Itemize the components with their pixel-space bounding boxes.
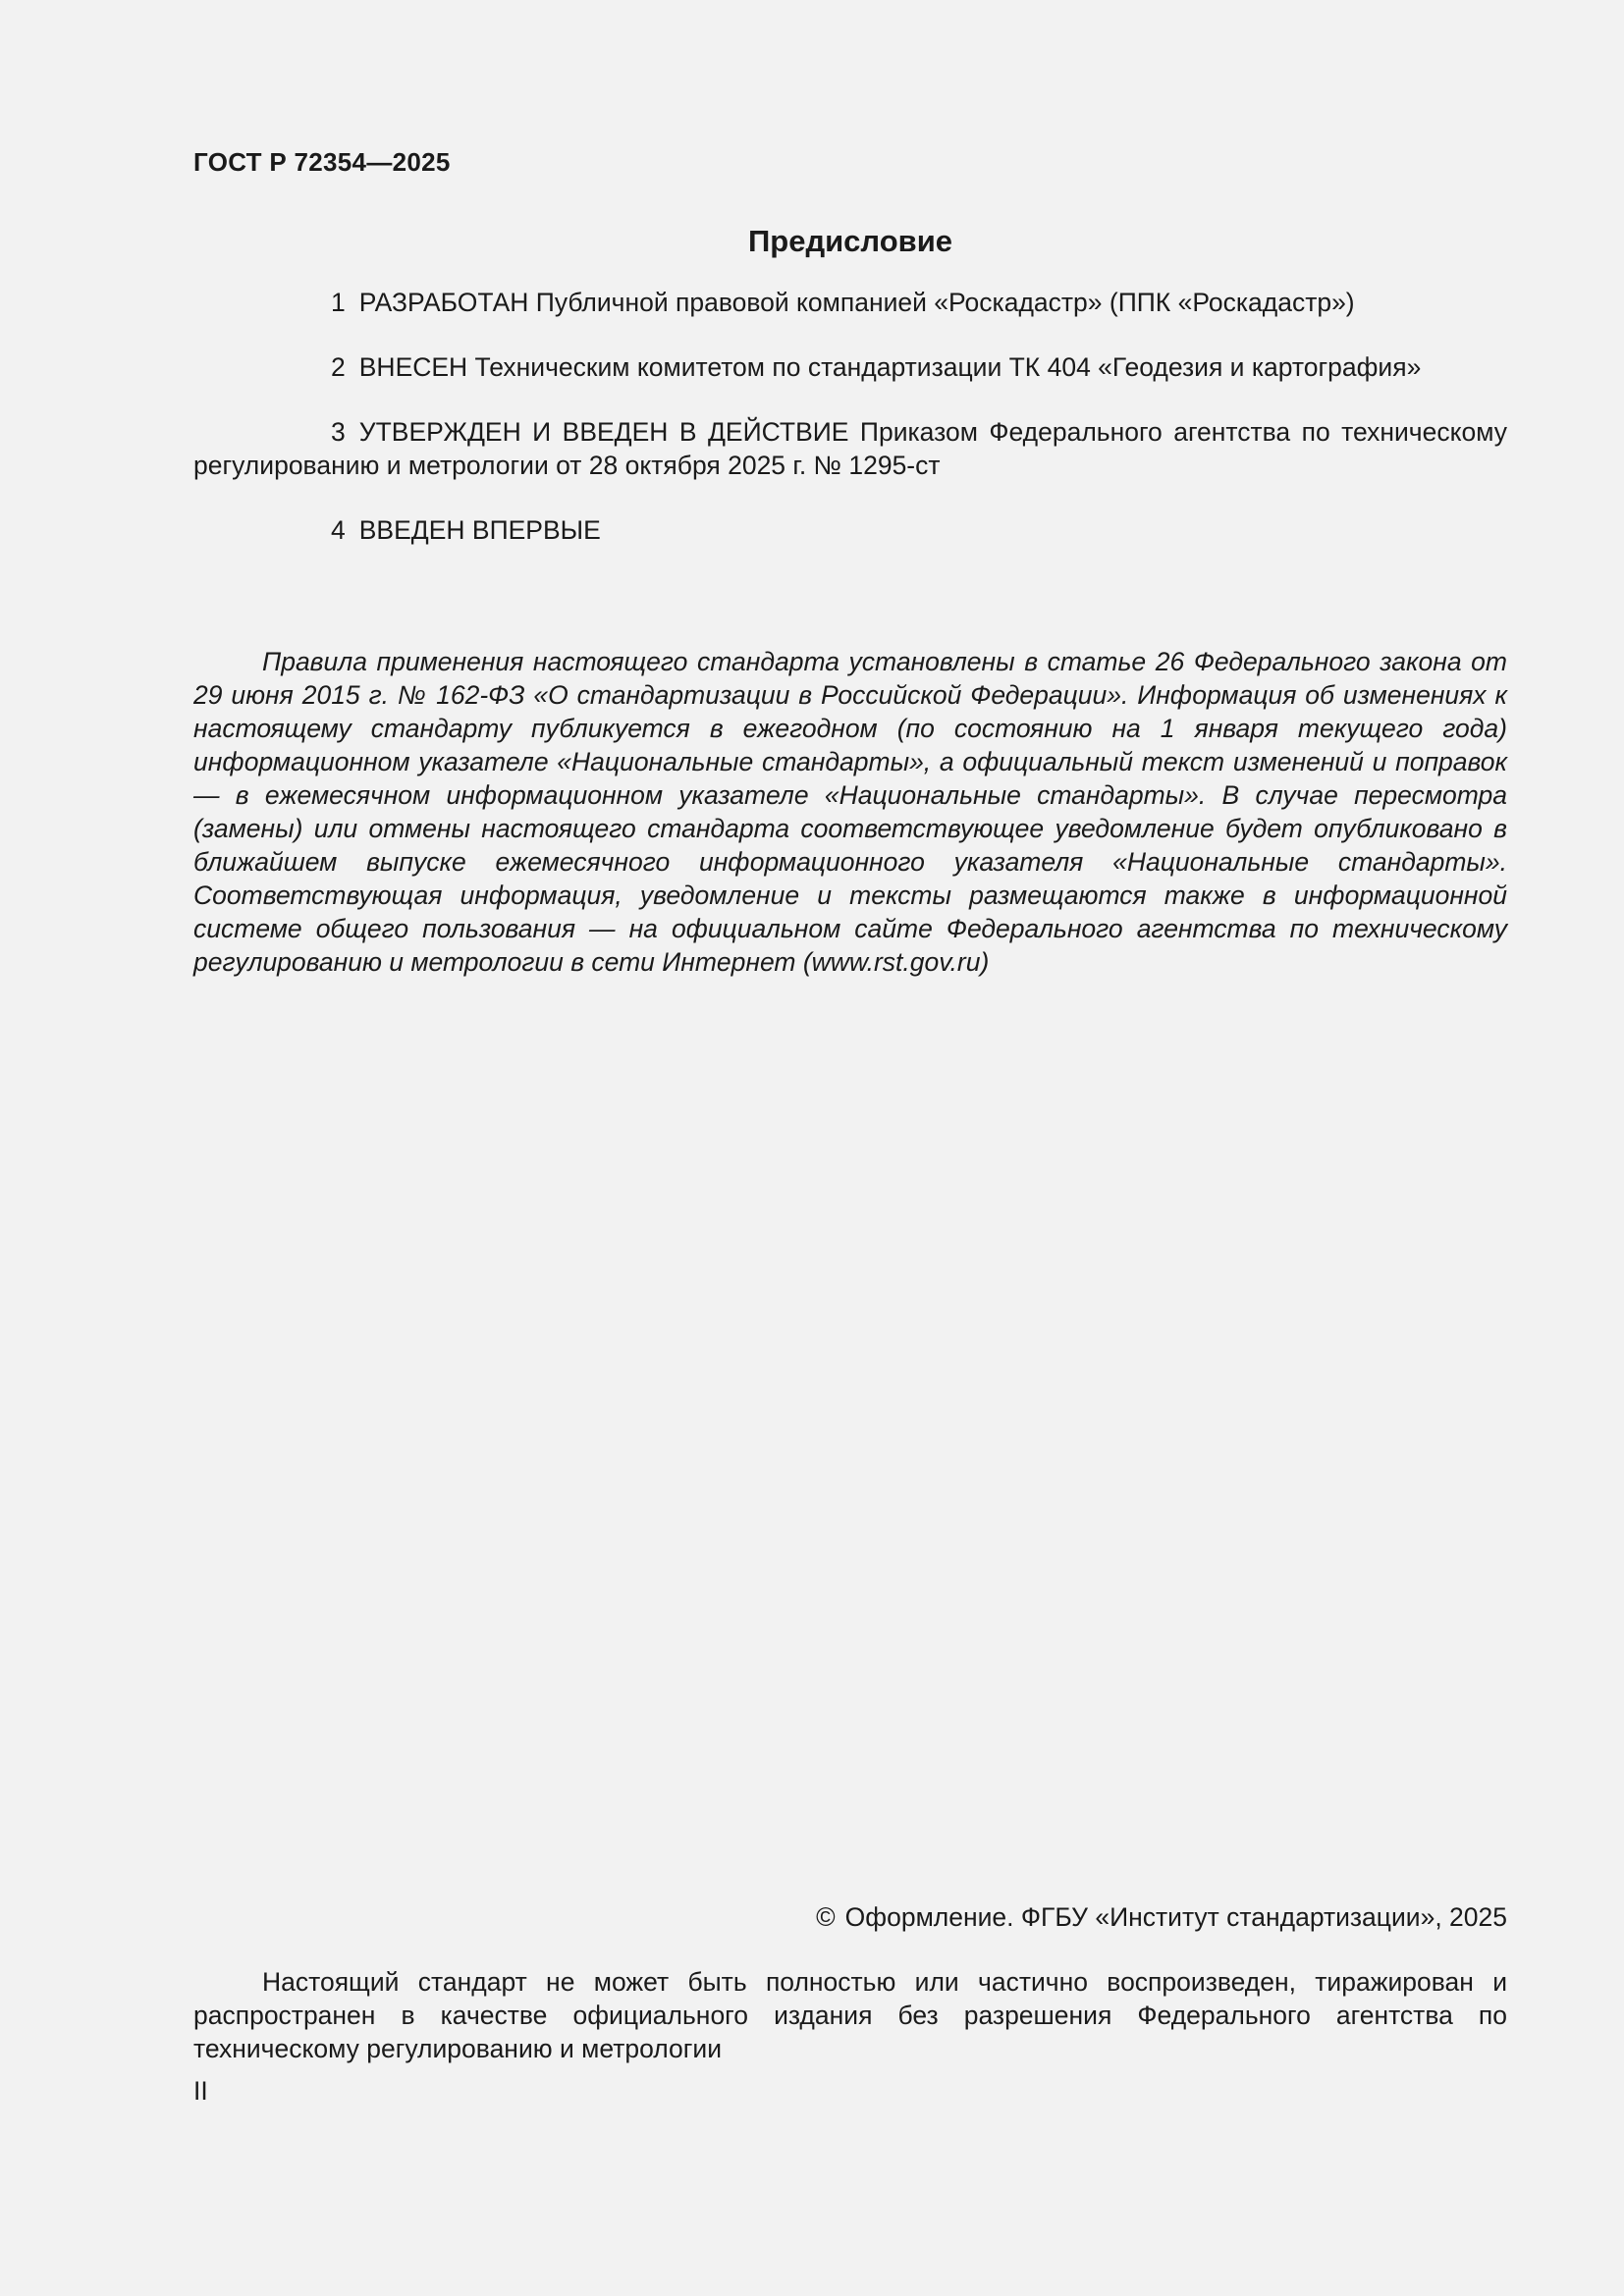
item-text: ВВЕДЕН ВПЕРВЫЕ xyxy=(358,515,601,545)
item-text: РАЗРАБОТАН Публичной правовой компанией «Роскадастр» (ППК «Роскадастр») xyxy=(358,288,1355,317)
item-number: 2 xyxy=(331,352,346,382)
foreword-item-3 xyxy=(193,415,1507,482)
page-number: II xyxy=(193,2076,208,2106)
copyright-text: Оформление. ФГБУ «Институт стандартизации», 2025 xyxy=(844,1902,1507,1932)
item-number: 4 xyxy=(331,515,346,545)
page-title: Предисловие xyxy=(747,224,952,258)
rules-note: Правила применения настоящего стандарта установлены в статье 26 Федерального закона от 29 июня 2015 г. № 162-ФЗ «О стандартизации в Российской Федерации». Информация об изменениях к настоящему стандарту публикуется в ежегодном (по состоянию на 1 января текущего года) информационном указателе «Национальные стандарты», а официальный текст изменений и поправок — в ежемесячном информационном указателе «Национальные стандарты». В случае пересмотра (замены) или отмены настоящего стандарта соответствующее уведомление будет опубликовано в ближайшем выпуске ежемесячного информационного указателя «Национальные стандарты». Соответствующая информация, уведомление и тексты размещаются также в информационной системе общего пользования — на официальном сайте Федерального агентства по техническому регулированию и метрологии в сети Интернет (www.rst.gov.ru) xyxy=(193,647,1507,977)
foreword-item-2 xyxy=(193,350,1507,384)
item-number: 1 xyxy=(331,288,346,317)
reproduction-note: Настоящий стандарт не может быть полностью или частично воспроизведен, тиражирован и распространен в качестве официального издания без разрешения Федерального агентства по техническому регулированию и метрологии xyxy=(193,1967,1507,2063)
item-text: ВНЕСЕН Техническим комитетом по стандартизации ТК 404 «Геодезия и картография» xyxy=(358,352,1422,382)
copyright-icon: © xyxy=(816,1902,836,1932)
document-code: ГОСТ Р 72354—2025 xyxy=(193,147,451,177)
item-number: 3 xyxy=(331,417,346,447)
foreword-item-1 xyxy=(193,286,1507,319)
copyright-line xyxy=(193,1900,1507,1934)
item-text: УТВЕРЖДЕН И ВВЕДЕН В ДЕЙСТВИЕ Приказом Федерального агентства по техническому регулированию и метрологии от 28 октября 2025 г. № 1295-ст xyxy=(193,417,1507,480)
foreword-item-4 xyxy=(193,513,1507,547)
